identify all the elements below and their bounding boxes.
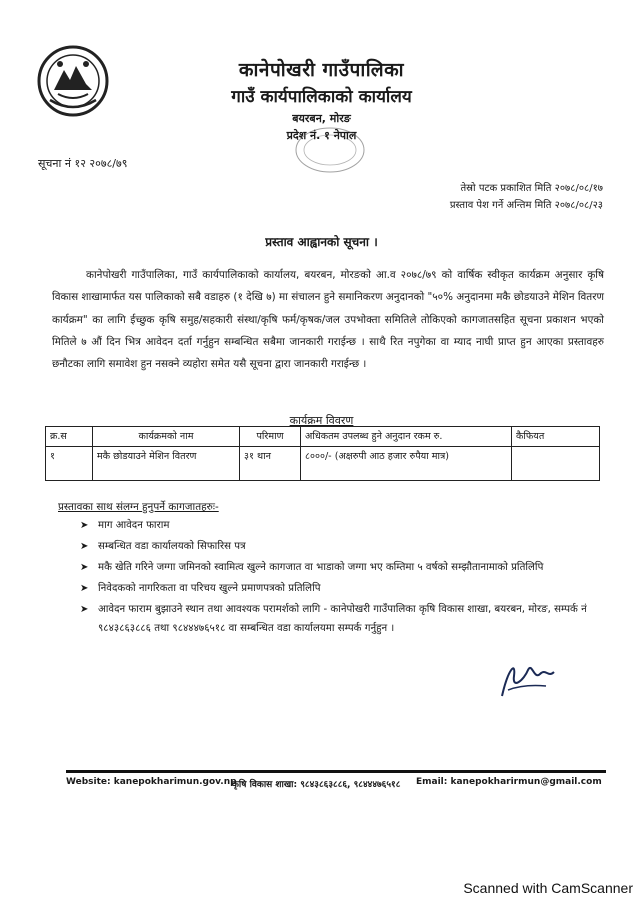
address-line-2: प्रदेश नं. १ नेपाल <box>286 129 357 142</box>
office-stamp <box>268 120 368 176</box>
cell-remarks <box>512 447 600 481</box>
notice-body: कानेपोखरी गाउँपालिका, गाउँ कार्यपालिकाको कार्यालय, बयरबन, मोरङको आ.व २०७८/७९ को वार्षिक स्वीकृत कार्यक्रम अनुसार कृषि विकास शाखामार्फत यस पालिकाको सबै वडाहरु (१ देखि ७) मा संचालन हुने समानिकरण अनुदानको "५०% अनुदानमा मकै छोडयाउने मेशिन वितरण कार्यक्रम" का लागि ईच्छुक कृषि समुह/सहकारी संस्था/कृषि फर्म/कृषक/जल उपभोक्ता समितिले तोकिएको कागजातसहित सूचना प्रकाशन भएको मितिले ७ औं दिन भित्र आवेदन दर्ता गर्नुहुन सम्बन्धित सबैमा जानकारी गराईन्छ । साथै रित नपुगेका वा म्याद नाघी प्राप्त हुन आएका प्रस्तावहरु छनौटका लागि समावेश हुन नसक्ने व्यहोरा समेत यसै सूचना द्वारा जानकारी गराईन्छ । <box>52 269 604 371</box>
arrow-bullet-icon: ➤ <box>80 520 89 531</box>
program-table-title: कार्यक्रम विवरण <box>289 414 354 427</box>
footer-email[interactable]: Email: kanepokharirmun@gmail.com <box>416 777 602 787</box>
cell-max-grant: ८०००/- (अक्षरुपी आठ हजार रुपैया मात्र) <box>301 447 512 481</box>
list-item <box>80 600 608 638</box>
col-program-name: कार्यक्रमको नाम <box>93 427 240 447</box>
list-item <box>80 558 608 577</box>
municipality-title: कानेपोखरी गाउँपालिका <box>238 59 405 81</box>
footer-divider <box>66 770 606 773</box>
cell-serial: १ <box>46 447 93 481</box>
document-item-text: आवेदन फाराम बुझाउने स्थान तथा आवश्यक परामर्शको लागि - कानेपोखरी गाउँपालिका कृषि विकास शाखा, बयरबन, मोरङ, सम्पर्क नं ९८४३८६३८८६ तथा ९८४४४७६५१८ वा सम्बन्धित वडा कार्यालयमा सम्पर्क गर्नुहुन । <box>98 604 587 634</box>
notice-number: सूचना नं १२ २०७८/७९ <box>38 157 128 170</box>
cell-program-name: मकै छोडयाउने मेशिन वितरण <box>93 447 240 481</box>
col-serial: क्र.स <box>46 427 93 447</box>
list-item <box>80 537 608 556</box>
arrow-bullet-icon: ➤ <box>80 562 89 573</box>
required-documents-title: प्रस्तावका साथ संलग्न हुनुपर्ने कागजातहरुः- <box>58 501 219 513</box>
document-item-text: माग आवेदन फाराम <box>98 520 170 531</box>
document-item-text: मकै खेति गरिने जग्गा जमिनको स्वामित्व खुल्ने कागजात वा भाडाको जग्गा भए कम्तिमा ५ वर्षको सम्झौतानामाको प्रतिलिपि <box>98 562 544 573</box>
submission-deadline: प्रस्ताव पेश गर्ने अन्तिम मिति २०७८/०८/२३ <box>449 200 603 211</box>
arrow-bullet-icon: ➤ <box>80 604 89 615</box>
list-item <box>80 579 608 598</box>
camscanner-watermark: Scanned with CamScanner <box>463 880 633 896</box>
program-table <box>45 426 600 481</box>
address-line-1: बयरबन, मोरङ <box>292 112 351 125</box>
document-item-text: सम्बन्धित वडा कार्यालयको सिफारिस पत्र <box>98 541 246 552</box>
signature <box>494 650 564 702</box>
cell-quantity: ३१ थान <box>240 447 301 481</box>
footer-phone: कृषि विकास शाखा: ९८४३८६३८८६, ९८४४४७६५१८ <box>232 780 401 790</box>
col-quantity: परिमाण <box>240 427 301 447</box>
table-header-row <box>46 427 600 447</box>
notice-title: प्रस्ताव आह्वानको सूचना । <box>265 235 378 249</box>
office-subtitle: गाउँ कार्यपालिकाको कार्यालय <box>231 87 412 107</box>
table-row <box>46 447 600 481</box>
col-remarks: कैफियत <box>512 427 600 447</box>
required-documents-list <box>80 516 608 640</box>
col-max-grant: अधिकतम उपलब्ध हुने अनुदान रकम रु. <box>301 427 512 447</box>
published-date: तेस्रो पटक प्रकाशित मिति २०७८/०८/१७ <box>460 183 603 194</box>
arrow-bullet-icon: ➤ <box>80 541 89 552</box>
document-item-text: निवेदकको नागरिकता वा परिचय खुल्ने प्रमाणपत्रको प्रतिलिपि <box>98 583 321 594</box>
arrow-bullet-icon: ➤ <box>80 583 89 594</box>
list-item <box>80 516 608 535</box>
footer-website[interactable]: Website: kanepokharimun.gov.np <box>66 777 237 787</box>
